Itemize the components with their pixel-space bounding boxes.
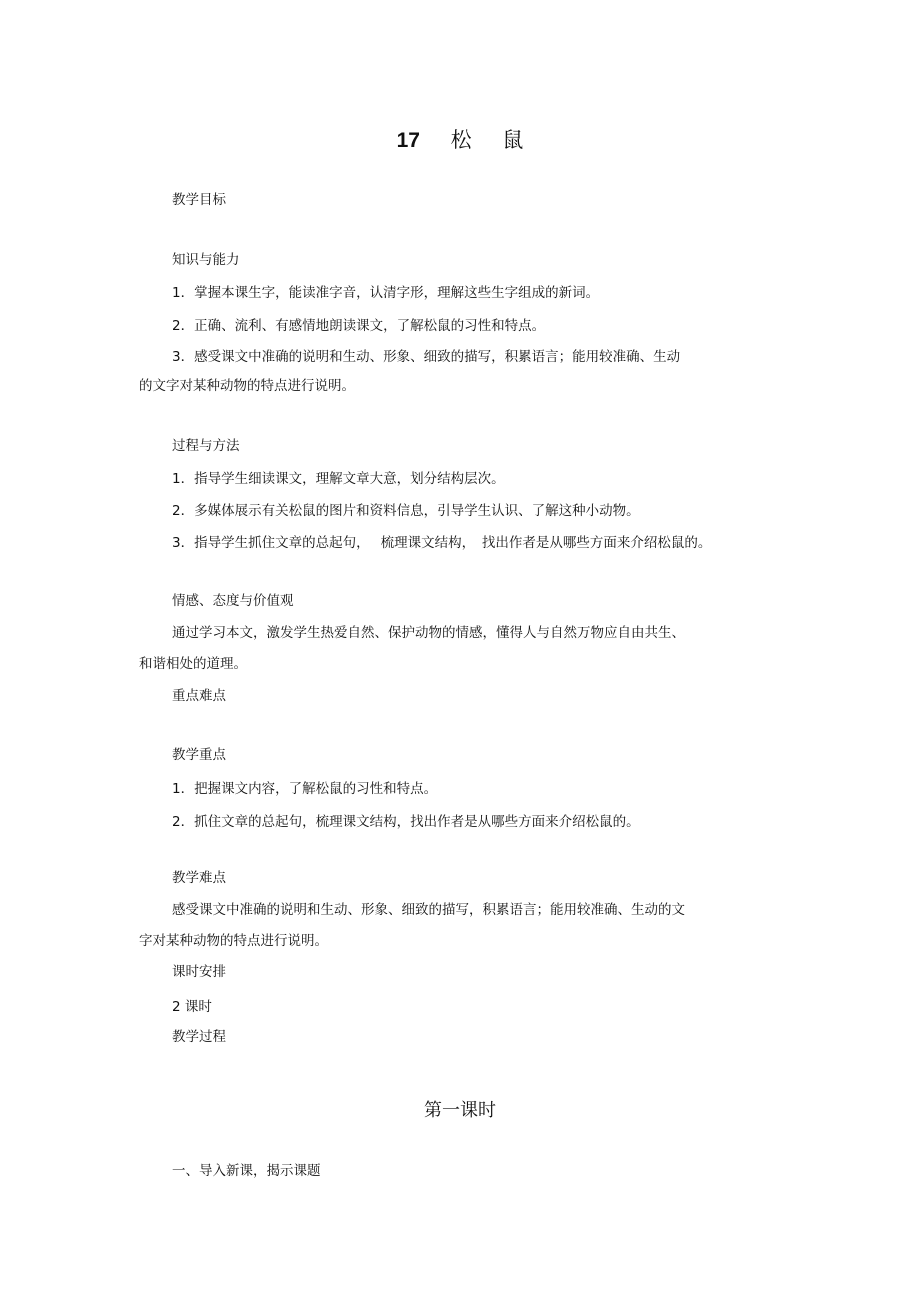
emotion-1a: 通过学习本文，激发学生热爱自然、保护动物的情感，懂得人与自然万物应自由共生、 <box>172 625 685 641</box>
process-title: 教学过程 <box>172 1029 226 1045</box>
process-3: 3．指导学生抓住文章的总起句， 梳理课文结构， 找出作者是从哪些方面来介绍松鼠的。 <box>172 535 712 551</box>
knowledge-heading: 知识与能力 <box>172 252 240 268</box>
process-2: 2．多媒体展示有关松鼠的图片和资料信息，引导学生认识、了解这种小动物。 <box>172 503 640 519</box>
difficulty-1b: 字对某种动物的特点进行说明。 <box>139 933 328 949</box>
lesson-number: 17 <box>396 129 420 152</box>
difficulty-heading: 教学难点 <box>172 870 226 886</box>
focus-2: 2．抓住文章的总起句，梳理课文结构，找出作者是从哪些方面来介绍松鼠的。 <box>172 814 640 830</box>
emotion-1b: 和谐相处的道理。 <box>139 656 247 672</box>
title-char-2: 鼠 <box>502 128 524 152</box>
schedule-heading: 课时安排 <box>172 964 226 980</box>
intro-step: 一、导入新课，揭示课题 <box>172 1163 321 1179</box>
schedule-value: 2 课时 <box>172 999 212 1015</box>
knowledge-1: 1．掌握本课生字，能读准字音，认清字形，理解这些生字组成的新词。 <box>172 285 600 301</box>
process-heading: 过程与方法 <box>172 438 240 454</box>
emotion-heading: 情感、态度与价值观 <box>172 593 294 609</box>
knowledge-2: 2．正确、流利、有感情地朗读课文，了解松鼠的习性和特点。 <box>172 318 546 334</box>
knowledge-3a: 3．感受课文中准确的说明和生动、形象、细致的描写，积累语言；能用较准确、生动 <box>172 349 681 365</box>
process-1: 1．指导学生细读课文，理解文章大意，划分结构层次。 <box>172 471 505 487</box>
focus-heading: 教学重点 <box>172 747 226 763</box>
section-title: 第一课时 <box>424 1100 496 1121</box>
keypoints-heading: 重点难点 <box>172 688 226 704</box>
document-title <box>0 127 920 154</box>
difficulty-1a: 感受课文中准确的说明和生动、形象、细致的描写，积累语言；能用较准确、生动的文 <box>172 902 685 918</box>
knowledge-3b: 的文字对某种动物的特点进行说明。 <box>139 378 355 394</box>
focus-1: 1．把握课文内容，了解松鼠的习性和特点。 <box>172 781 438 797</box>
title-char-1: 松 <box>450 128 472 152</box>
goals-heading: 教学目标 <box>172 192 226 208</box>
